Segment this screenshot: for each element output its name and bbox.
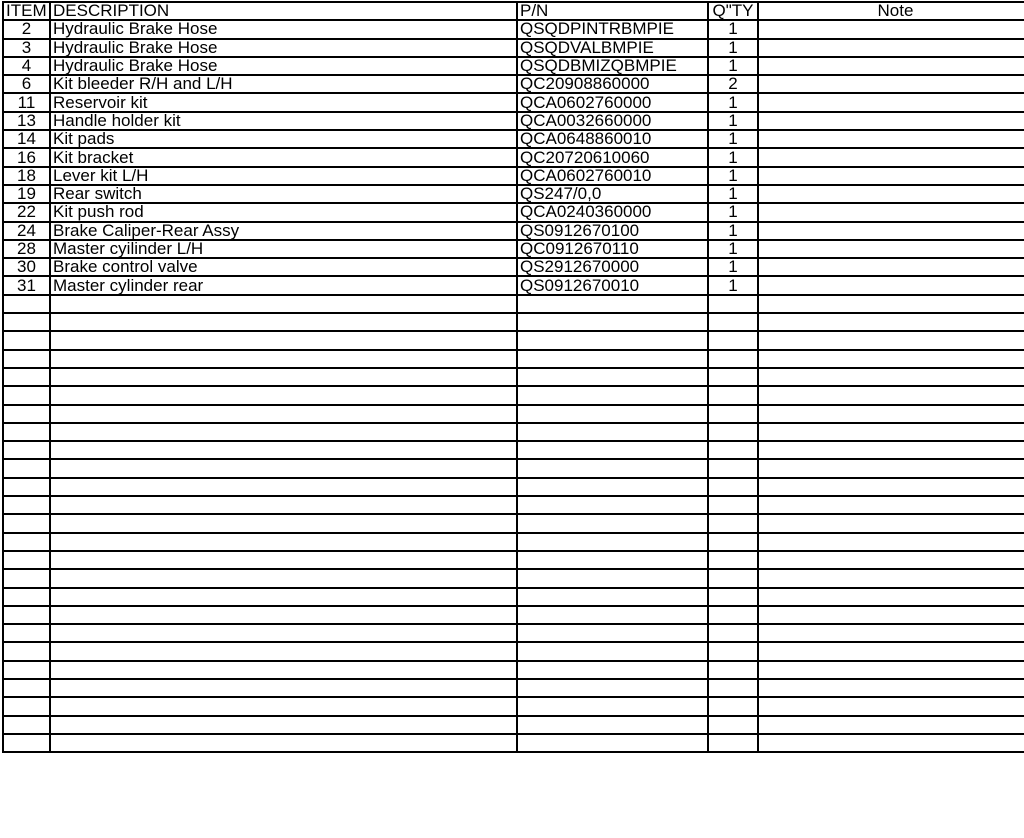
table-row — [3, 20, 1024, 38]
cell-item: 3 — [3, 39, 50, 57]
cell-item — [3, 368, 50, 386]
cell-part-number: QC0912670110 — [517, 240, 708, 258]
cell-item — [3, 697, 50, 715]
cell-quantity: 1 — [708, 240, 758, 258]
header-note: Note — [758, 2, 1024, 20]
cell-item: 30 — [3, 258, 50, 276]
cell-quantity: 1 — [708, 203, 758, 221]
cell-note — [758, 167, 1024, 185]
cell-item — [3, 295, 50, 313]
cell-note — [758, 405, 1024, 423]
cell-description: Lever kit L/H — [50, 167, 517, 185]
cell-part-number — [517, 551, 708, 569]
cell-part-number — [517, 496, 708, 514]
cell-note — [758, 459, 1024, 477]
cell-description — [50, 405, 517, 423]
cell-description — [50, 514, 517, 532]
cell-item: 22 — [3, 203, 50, 221]
cell-quantity — [708, 350, 758, 368]
cell-note — [758, 130, 1024, 148]
cell-note — [758, 276, 1024, 294]
cell-note — [758, 478, 1024, 496]
cell-description — [50, 496, 517, 514]
table-row — [3, 93, 1024, 111]
cell-part-number — [517, 533, 708, 551]
cell-quantity: 1 — [708, 39, 758, 57]
cell-quantity — [708, 405, 758, 423]
cell-note — [758, 642, 1024, 660]
cell-quantity: 1 — [708, 57, 758, 75]
cell-part-number — [517, 569, 708, 587]
cell-part-number: QCA0602760010 — [517, 167, 708, 185]
cell-note — [758, 258, 1024, 276]
cell-description: Master cylinder rear — [50, 276, 517, 294]
cell-part-number — [517, 441, 708, 459]
cell-description: Reservoir kit — [50, 93, 517, 111]
table-row — [3, 661, 1024, 679]
cell-part-number — [517, 478, 708, 496]
cell-description: Kit push rod — [50, 203, 517, 221]
table-row — [3, 533, 1024, 551]
cell-item — [3, 423, 50, 441]
cell-quantity: 2 — [708, 75, 758, 93]
table-row — [3, 203, 1024, 221]
cell-note — [758, 20, 1024, 38]
cell-note — [758, 386, 1024, 404]
cell-note — [758, 496, 1024, 514]
cell-description — [50, 606, 517, 624]
table-row — [3, 276, 1024, 294]
cell-description — [50, 697, 517, 715]
cell-note — [758, 606, 1024, 624]
cell-description — [50, 679, 517, 697]
table-row — [3, 185, 1024, 203]
cell-quantity — [708, 716, 758, 734]
cell-item — [3, 478, 50, 496]
cell-description: Brake control valve — [50, 258, 517, 276]
cell-item — [3, 588, 50, 606]
table-row — [3, 478, 1024, 496]
cell-quantity — [708, 569, 758, 587]
table-row — [3, 624, 1024, 642]
cell-part-number — [517, 514, 708, 532]
table-row — [3, 240, 1024, 258]
parts-list-table — [2, 1, 1024, 753]
cell-description: Handle holder kit — [50, 112, 517, 130]
table-row — [3, 588, 1024, 606]
cell-description: Master cyilinder L/H — [50, 240, 517, 258]
cell-item — [3, 624, 50, 642]
cell-part-number: QS247/0,0 — [517, 185, 708, 203]
cell-quantity: 1 — [708, 20, 758, 38]
table-row — [3, 350, 1024, 368]
cell-part-number: QC20908860000 — [517, 75, 708, 93]
table-row — [3, 697, 1024, 715]
cell-note — [758, 350, 1024, 368]
cell-note — [758, 75, 1024, 93]
cell-quantity — [708, 679, 758, 697]
table-row — [3, 258, 1024, 276]
cell-item — [3, 331, 50, 349]
table-row — [3, 222, 1024, 240]
cell-item: 18 — [3, 167, 50, 185]
table-row — [3, 441, 1024, 459]
table-row — [3, 130, 1024, 148]
cell-item — [3, 734, 50, 752]
cell-item — [3, 533, 50, 551]
cell-quantity — [708, 642, 758, 660]
cell-note — [758, 112, 1024, 130]
cell-description: Hydraulic Brake Hose — [50, 20, 517, 38]
table-row — [3, 642, 1024, 660]
table-row — [3, 679, 1024, 697]
header-part-number: P/N — [517, 2, 708, 20]
cell-part-number — [517, 661, 708, 679]
table-row — [3, 75, 1024, 93]
cell-quantity — [708, 697, 758, 715]
cell-part-number — [517, 697, 708, 715]
cell-part-number: QC20720610060 — [517, 148, 708, 166]
table-row — [3, 459, 1024, 477]
cell-item — [3, 386, 50, 404]
table-row — [3, 148, 1024, 166]
cell-part-number — [517, 295, 708, 313]
cell-quantity — [708, 624, 758, 642]
cell-note — [758, 203, 1024, 221]
cell-note — [758, 148, 1024, 166]
cell-quantity — [708, 551, 758, 569]
table-row — [3, 405, 1024, 423]
cell-part-number — [517, 459, 708, 477]
cell-quantity: 1 — [708, 112, 758, 130]
cell-part-number — [517, 423, 708, 441]
cell-description — [50, 624, 517, 642]
cell-item — [3, 569, 50, 587]
cell-part-number — [517, 313, 708, 331]
cell-quantity — [708, 386, 758, 404]
table-row — [3, 57, 1024, 75]
cell-description — [50, 478, 517, 496]
cell-part-number — [517, 734, 708, 752]
cell-note — [758, 93, 1024, 111]
cell-description — [50, 533, 517, 551]
cell-description — [50, 551, 517, 569]
table-row — [3, 606, 1024, 624]
cell-quantity: 1 — [708, 148, 758, 166]
table-row — [3, 423, 1024, 441]
cell-description — [50, 716, 517, 734]
cell-quantity — [708, 533, 758, 551]
cell-note — [758, 39, 1024, 57]
cell-quantity — [708, 606, 758, 624]
cell-note — [758, 441, 1024, 459]
table-row — [3, 386, 1024, 404]
header-quantity: Q"TY — [708, 2, 758, 20]
cell-note — [758, 661, 1024, 679]
cell-quantity — [708, 661, 758, 679]
table-row — [3, 551, 1024, 569]
cell-note — [758, 313, 1024, 331]
cell-quantity — [708, 368, 758, 386]
cell-quantity — [708, 588, 758, 606]
cell-description: Hydraulic Brake Hose — [50, 57, 517, 75]
cell-quantity — [708, 441, 758, 459]
cell-note — [758, 514, 1024, 532]
cell-item: 28 — [3, 240, 50, 258]
cell-part-number: QSQDVALBMPIE — [517, 39, 708, 57]
cell-quantity — [708, 514, 758, 532]
cell-item — [3, 661, 50, 679]
cell-description — [50, 588, 517, 606]
cell-description — [50, 441, 517, 459]
cell-description: Brake Caliper-Rear Assy — [50, 222, 517, 240]
cell-quantity: 1 — [708, 258, 758, 276]
cell-part-number — [517, 716, 708, 734]
table-row — [3, 112, 1024, 130]
cell-part-number: QS2912670000 — [517, 258, 708, 276]
cell-quantity: 1 — [708, 93, 758, 111]
cell-item: 11 — [3, 93, 50, 111]
cell-quantity: 1 — [708, 167, 758, 185]
cell-item — [3, 606, 50, 624]
cell-item: 19 — [3, 185, 50, 203]
cell-quantity — [708, 496, 758, 514]
cell-item — [3, 313, 50, 331]
cell-part-number — [517, 588, 708, 606]
cell-part-number: QCA0240360000 — [517, 203, 708, 221]
cell-quantity: 1 — [708, 130, 758, 148]
cell-note — [758, 240, 1024, 258]
cell-part-number: QS0912670010 — [517, 276, 708, 294]
cell-part-number: QS0912670100 — [517, 222, 708, 240]
cell-note — [758, 222, 1024, 240]
cell-note — [758, 185, 1024, 203]
cell-quantity: 1 — [708, 222, 758, 240]
cell-item: 14 — [3, 130, 50, 148]
cell-quantity — [708, 734, 758, 752]
table-row — [3, 39, 1024, 57]
cell-item — [3, 459, 50, 477]
cell-note — [758, 423, 1024, 441]
cell-item — [3, 679, 50, 697]
cell-description — [50, 313, 517, 331]
cell-part-number: QSQDBMIZQBMPIE — [517, 57, 708, 75]
cell-item: 4 — [3, 57, 50, 75]
cell-description — [50, 642, 517, 660]
table-row — [3, 734, 1024, 752]
cell-description — [50, 331, 517, 349]
cell-quantity — [708, 423, 758, 441]
cell-item: 6 — [3, 75, 50, 93]
cell-description — [50, 295, 517, 313]
table-row — [3, 167, 1024, 185]
cell-note — [758, 331, 1024, 349]
cell-item — [3, 716, 50, 734]
cell-part-number — [517, 386, 708, 404]
cell-description: Kit pads — [50, 130, 517, 148]
parts-list-body — [3, 20, 1024, 752]
table-row — [3, 295, 1024, 313]
cell-quantity: 1 — [708, 276, 758, 294]
cell-quantity — [708, 331, 758, 349]
table-row — [3, 496, 1024, 514]
cell-description: Kit bleeder R/H and L/H — [50, 75, 517, 93]
cell-note — [758, 588, 1024, 606]
cell-item — [3, 405, 50, 423]
cell-note — [758, 57, 1024, 75]
cell-quantity — [708, 478, 758, 496]
cell-item — [3, 551, 50, 569]
cell-item: 2 — [3, 20, 50, 38]
cell-note — [758, 551, 1024, 569]
cell-note — [758, 295, 1024, 313]
cell-note — [758, 679, 1024, 697]
cell-item: 13 — [3, 112, 50, 130]
table-row — [3, 716, 1024, 734]
cell-note — [758, 624, 1024, 642]
cell-part-number — [517, 606, 708, 624]
table-row — [3, 514, 1024, 532]
table-row — [3, 569, 1024, 587]
cell-part-number — [517, 405, 708, 423]
cell-note — [758, 697, 1024, 715]
cell-part-number: QCA0032660000 — [517, 112, 708, 130]
cell-part-number: QCA0648860010 — [517, 130, 708, 148]
cell-quantity — [708, 313, 758, 331]
cell-description — [50, 423, 517, 441]
cell-description: Hydraulic Brake Hose — [50, 39, 517, 57]
cell-description — [50, 368, 517, 386]
cell-item — [3, 441, 50, 459]
cell-part-number — [517, 624, 708, 642]
cell-description: Kit bracket — [50, 148, 517, 166]
table-row — [3, 368, 1024, 386]
cell-part-number — [517, 642, 708, 660]
cell-item — [3, 350, 50, 368]
cell-part-number: QSQDPINTRBMPIE — [517, 20, 708, 38]
cell-description — [50, 386, 517, 404]
cell-description — [50, 734, 517, 752]
header-row — [3, 2, 1024, 20]
cell-description — [50, 661, 517, 679]
cell-part-number — [517, 368, 708, 386]
header-item: ITEM — [3, 2, 50, 20]
cell-part-number: QCA0602760000 — [517, 93, 708, 111]
cell-quantity — [708, 295, 758, 313]
table-row — [3, 313, 1024, 331]
cell-description — [50, 350, 517, 368]
cell-quantity: 1 — [708, 185, 758, 203]
cell-note — [758, 368, 1024, 386]
cell-description — [50, 459, 517, 477]
cell-part-number — [517, 679, 708, 697]
header-description: DESCRIPTION — [50, 2, 517, 20]
cell-note — [758, 533, 1024, 551]
cell-item — [3, 642, 50, 660]
table-row — [3, 331, 1024, 349]
cell-item — [3, 496, 50, 514]
cell-note — [758, 734, 1024, 752]
cell-note — [758, 569, 1024, 587]
cell-item: 16 — [3, 148, 50, 166]
cell-item: 31 — [3, 276, 50, 294]
cell-description: Rear switch — [50, 185, 517, 203]
cell-item: 24 — [3, 222, 50, 240]
cell-note — [758, 716, 1024, 734]
cell-part-number — [517, 350, 708, 368]
cell-quantity — [708, 459, 758, 477]
cell-description — [50, 569, 517, 587]
cell-part-number — [517, 331, 708, 349]
cell-item — [3, 514, 50, 532]
